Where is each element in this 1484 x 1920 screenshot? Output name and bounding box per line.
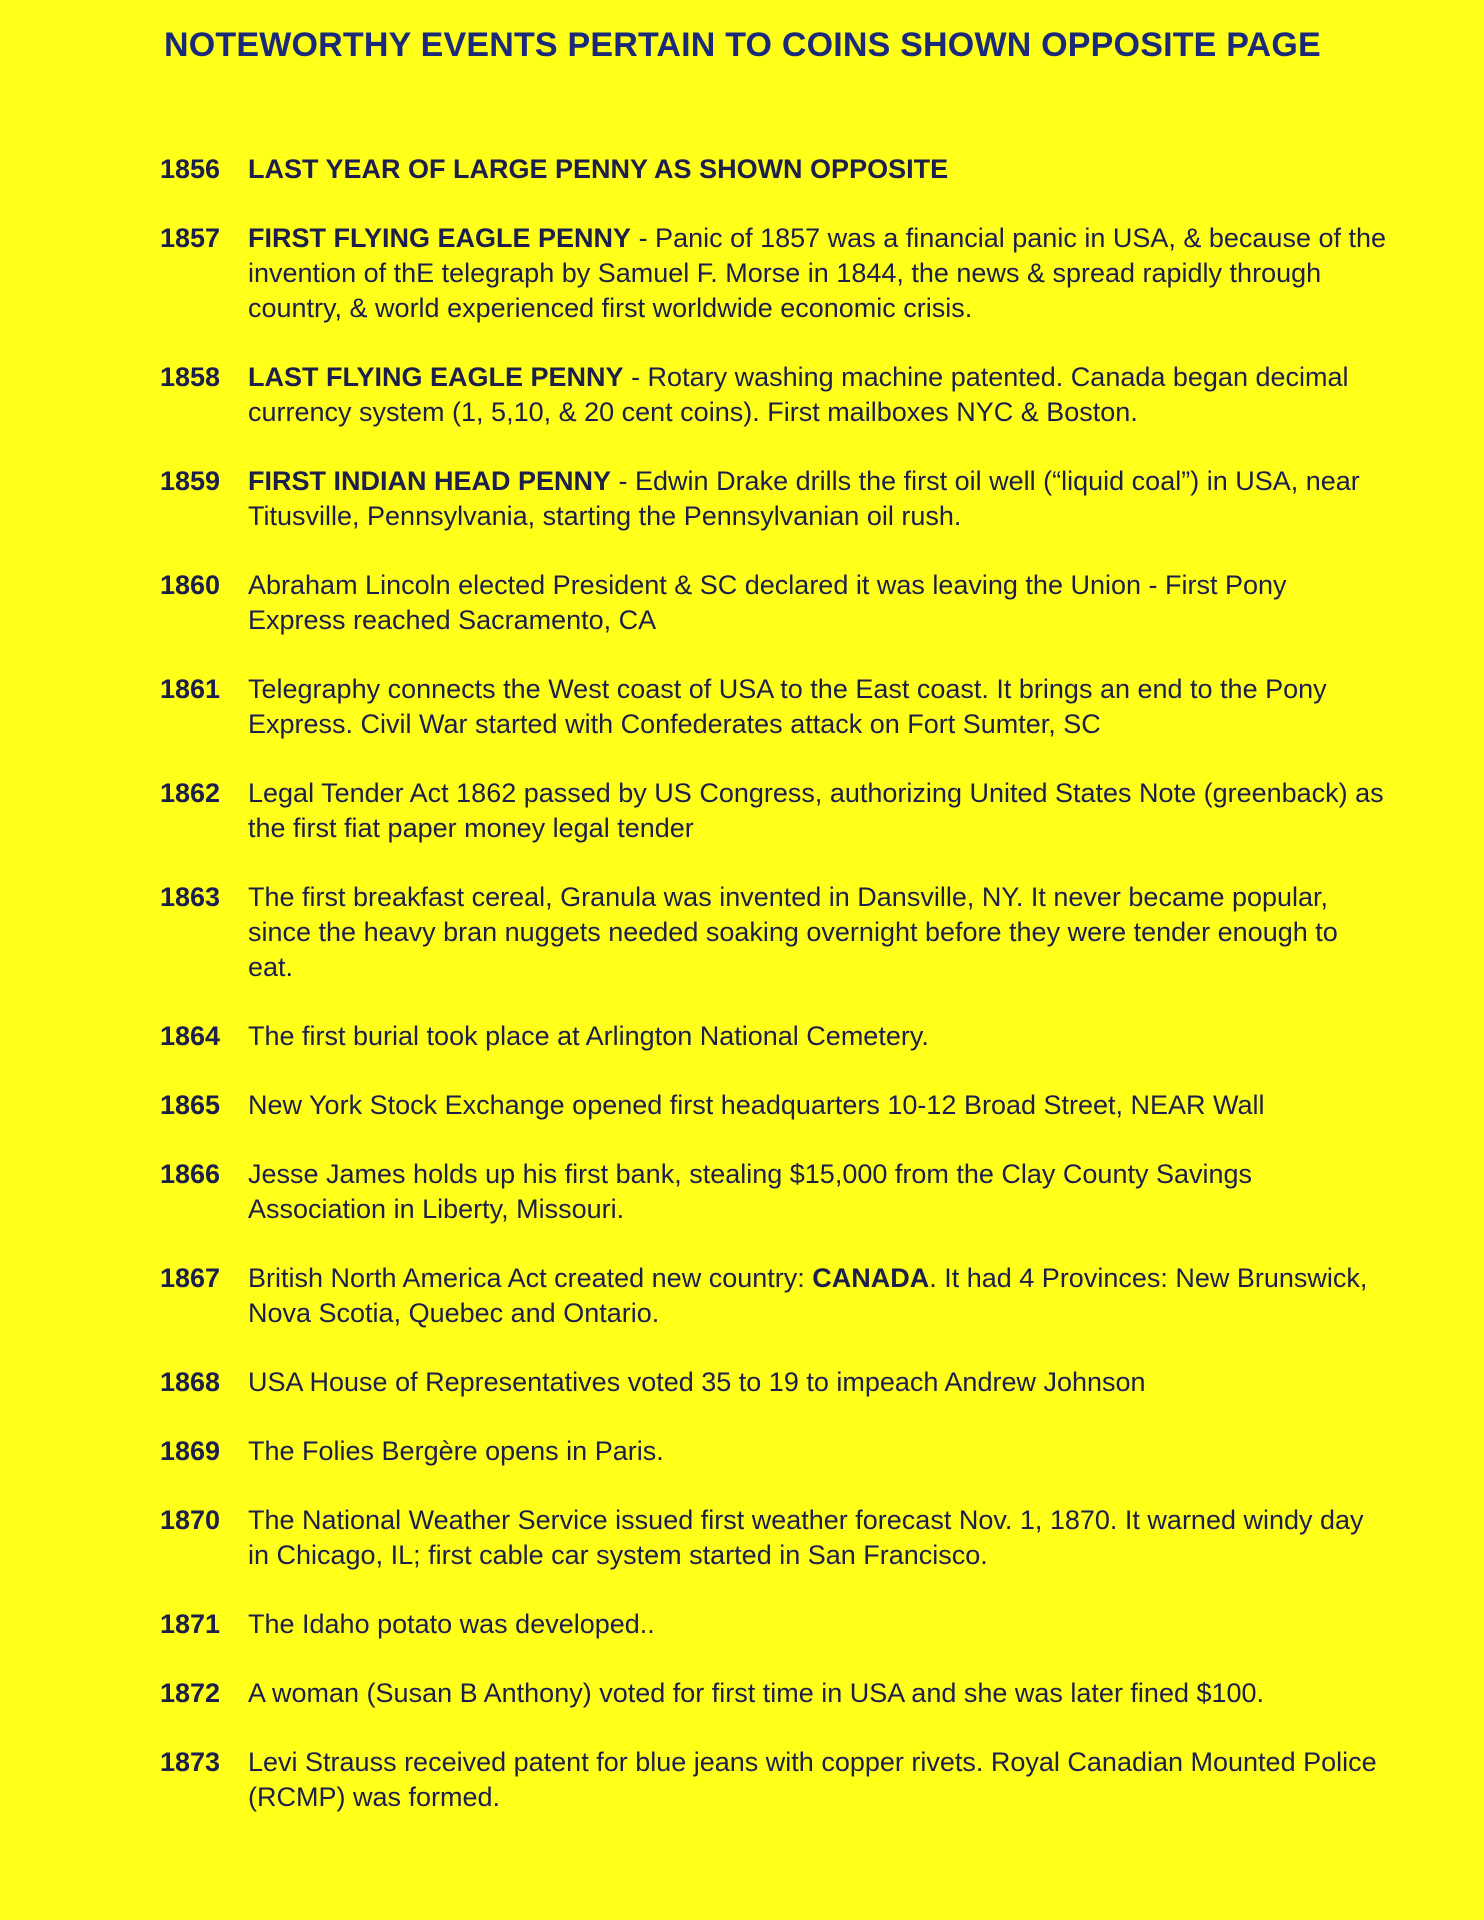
event-year: 1871 xyxy=(160,1609,221,1639)
events-list xyxy=(160,152,1390,1849)
event-year: 1863 xyxy=(160,882,221,912)
event-text: Levi Strauss received patent for blue jeans with copper rivets. Royal Canadian Mounted Police (RCMP) was formed. xyxy=(248,1747,1377,1812)
event-text: The National Weather Service issued first weather forecast Nov. 1, 1870. It warned windy day in Chicago, IL; first cable car system started in San Francisco. xyxy=(248,1505,1364,1570)
event-1861 xyxy=(160,672,1390,742)
event-year: 1866 xyxy=(160,1159,221,1189)
event-1863 xyxy=(160,880,1390,985)
event-1871 xyxy=(160,1607,1390,1642)
event-year: 1873 xyxy=(160,1747,221,1777)
event-year: 1864 xyxy=(160,1021,221,1051)
event-year: 1856 xyxy=(160,154,221,184)
event-text: New York Stock Exchange opened first headquarters 10-12 Broad Street, NEAR Wall xyxy=(248,1090,1265,1120)
event-text: British North America Act created new country: xyxy=(248,1263,813,1293)
event-text: Telegraphy connects the West coast of USA to the East coast. It brings an end to the Pony Express. Civil War started with Confederates attack on Fort Sumter, SC xyxy=(248,674,1327,739)
event-headline: FIRST FLYING EAGLE PENNY xyxy=(248,223,632,253)
event-text: A woman (Susan B Anthony) voted for first time in USA and she was later fined $100. xyxy=(248,1678,1265,1708)
event-1869 xyxy=(160,1434,1390,1469)
event-1862 xyxy=(160,776,1390,846)
event-1856 xyxy=(160,152,1390,187)
event-headline: FIRST INDIAN HEAD PENNY xyxy=(248,466,612,496)
event-1873 xyxy=(160,1745,1390,1815)
event-text: Legal Tender Act 1862 passed by US Congress, authorizing United States Note (greenback) as the first fiat paper money legal tender xyxy=(248,778,1384,843)
event-text: The first breakfast cereal, Granula was invented in Dansville, NY. It never became popular, since the heavy bran nuggets needed soaking overnight before they were tender enough to eat. xyxy=(248,882,1338,982)
event-year: 1870 xyxy=(160,1505,221,1535)
event-year: 1868 xyxy=(160,1367,221,1397)
event-text: The first burial took place at Arlington National Cemetery. xyxy=(248,1021,929,1051)
event-text: . It had 4 Provinces: New Brunswick, Nova Scotia, Quebec and Ontario. xyxy=(248,1263,1368,1328)
event-1868 xyxy=(160,1365,1390,1400)
event-text: - Edwin Drake drills the first oil well (“liquid coal”) in USA, near Titusville, Pennsylvania, starting the Pennsylvanian oil rush. xyxy=(248,466,1360,531)
event-headline: LAST YEAR OF LARGE PENNY AS SHOWN OPPOSITE xyxy=(248,154,949,184)
event-1858 xyxy=(160,360,1390,430)
event-year: 1862 xyxy=(160,778,221,808)
event-text: - Rotary washing machine patented. Canada began decimal currency system (1, 5,10, & 20 cent coins). First mailboxes NYC & Boston. xyxy=(248,362,1349,427)
event-emphasis: CANADA xyxy=(812,1263,930,1293)
event-year: 1857 xyxy=(160,223,221,253)
page-title: NOTEWORTHY EVENTS PERTAIN TO COINS SHOWN OPPOSITE PAGE xyxy=(164,26,1321,64)
event-text: The Idaho potato was developed.. xyxy=(248,1609,655,1639)
event-1870 xyxy=(160,1503,1390,1573)
event-year: 1872 xyxy=(160,1678,221,1708)
event-text: The Folies Bergère opens in Paris. xyxy=(248,1436,664,1466)
event-text: Abraham Lincoln elected President & SC declared it was leaving the Union - First Pony Express reached Sacramento, CA xyxy=(248,570,1287,635)
event-year: 1861 xyxy=(160,674,221,704)
event-year: 1867 xyxy=(160,1263,221,1293)
event-1866 xyxy=(160,1157,1390,1227)
event-text: USA House of Representatives voted 35 to 19 to impeach Andrew Johnson xyxy=(248,1367,1146,1397)
event-1864 xyxy=(160,1019,1390,1054)
event-year: 1869 xyxy=(160,1436,221,1466)
event-1860 xyxy=(160,568,1390,638)
event-headline: LAST FLYING EAGLE PENNY xyxy=(248,362,624,392)
event-year: 1859 xyxy=(160,466,221,496)
event-1872 xyxy=(160,1676,1390,1711)
event-1857 xyxy=(160,221,1390,326)
event-text: - Panic of 1857 was a financial panic in USA, & because of the invention of thE telegraph by Samuel F. Morse in 1844, the news & spread rapidly through country, & world experienced first worldwide economic crisis. xyxy=(248,223,1387,323)
event-year: 1860 xyxy=(160,570,221,600)
event-year: 1865 xyxy=(160,1090,221,1120)
event-year: 1858 xyxy=(160,362,221,392)
event-text: Jesse James holds up his first bank, stealing $15,000 from the Clay County Savings Association in Liberty, Missouri. xyxy=(248,1159,1253,1224)
event-1865 xyxy=(160,1088,1390,1123)
event-1867 xyxy=(160,1261,1390,1331)
event-1859 xyxy=(160,464,1390,534)
